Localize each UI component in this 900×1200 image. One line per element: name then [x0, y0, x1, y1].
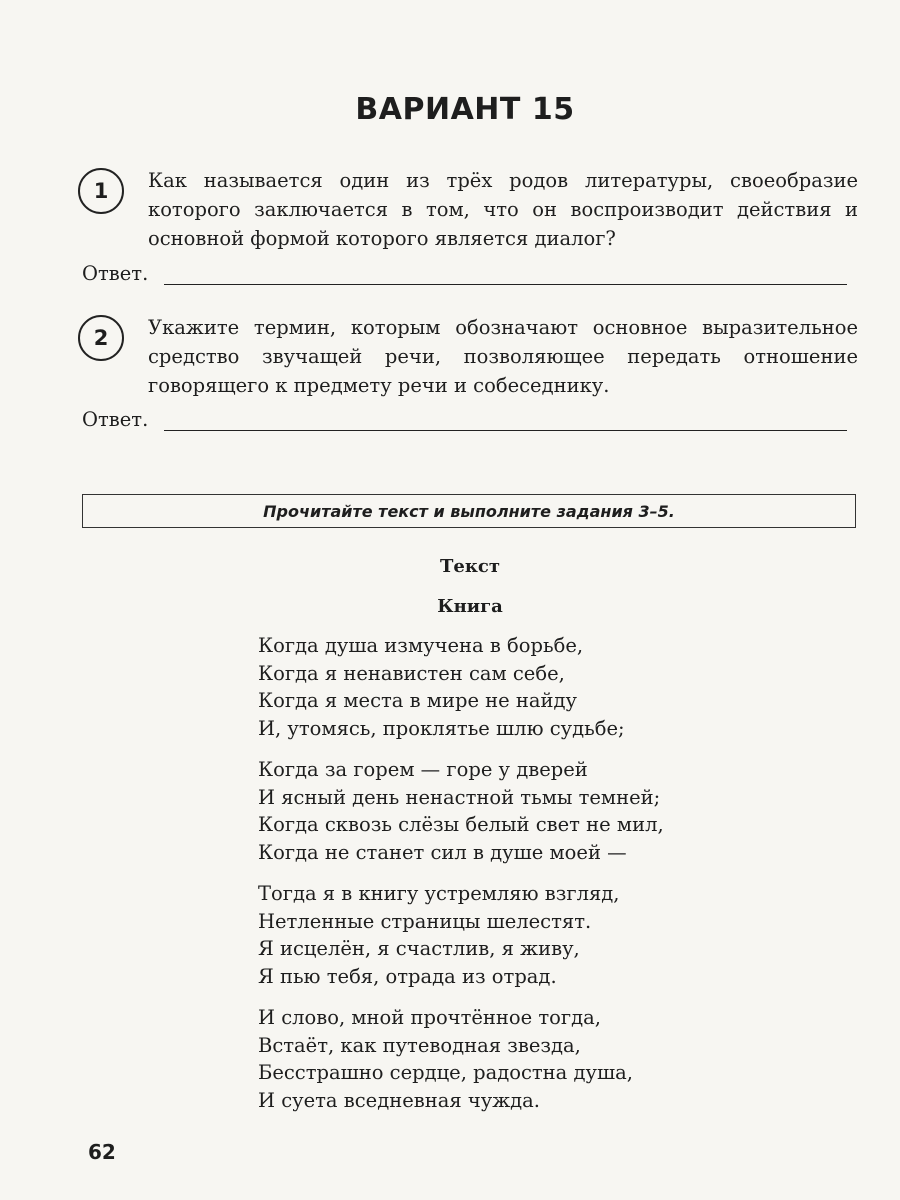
poem-line: Когда я ненавистен сам себе, [258, 661, 565, 685]
task-1 [78, 166, 858, 253]
poem-stanza [258, 756, 664, 866]
poem-stanza [258, 880, 664, 990]
instruction-box [82, 494, 856, 528]
poem-line: И, утомясь, проклятье шлю судьбе; [258, 716, 625, 740]
poem-line: Тогда я в книгу устремляю взгляд, [258, 882, 620, 905]
task-question: Укажите термин, которым обозначают основное выразительное средство звучащей речи, позволяющее передать отношение говорящего к предмету речи и собеседнику. [148, 316, 858, 397]
poem [258, 632, 664, 1128]
page-number: 62 [88, 1140, 116, 1164]
answer-label: Ответ. [82, 262, 149, 285]
poem-stanza [258, 1004, 664, 1114]
poem-line: Нетленные страницы шелестят. [258, 909, 592, 933]
task-2 [78, 313, 858, 400]
poem-line: И слово, мной прочтённое тогда, [258, 1006, 601, 1029]
poem-line: Я исцелён, я счастлив, я живу, [258, 937, 580, 960]
answer-label: Ответ. [82, 408, 149, 431]
answer-row-2 [82, 408, 847, 431]
poem-line: И суета вседневная чужда. [258, 1088, 540, 1112]
poem-line: Когда не станет сил в душе моей — [258, 840, 627, 864]
poem-line: Когда я места в мире не найду [258, 689, 578, 712]
task-number-badge: 1 [78, 168, 124, 214]
text-heading: Текст [440, 556, 500, 577]
poem-title: Книга [437, 596, 503, 617]
task-question: Как называется один из трёх родов литературы, своеобразие которого заключается в том, что он воспроизводит действия и основной формой которого является диалог? [148, 169, 858, 250]
poem-line: Когда за горем — горе у дверей [258, 758, 588, 781]
poem-line: Я пью тебя, отрада из отрад. [258, 964, 557, 988]
poem-line: Когда сквозь слёзы белый свет не мил, [258, 813, 664, 836]
instruction-text: Прочитайте текст и выполните задания 3–5. [263, 501, 675, 521]
answer-row-1 [82, 262, 847, 285]
poem-line: Когда душа измучена в борьбе, [258, 634, 584, 657]
task-number-badge: 2 [78, 315, 124, 361]
answer-line[interactable] [164, 412, 847, 431]
answer-line[interactable] [164, 266, 847, 285]
poem-line: И ясный день ненастной тьмы темней; [258, 785, 661, 809]
poem-line: Встаёт, как путеводная звезда, [258, 1033, 581, 1057]
poem-stanza [258, 632, 664, 742]
page-title: ВАРИАНТ 15 [355, 92, 575, 127]
poem-line: Бесстрашно сердце, радостна душа, [258, 1061, 633, 1084]
